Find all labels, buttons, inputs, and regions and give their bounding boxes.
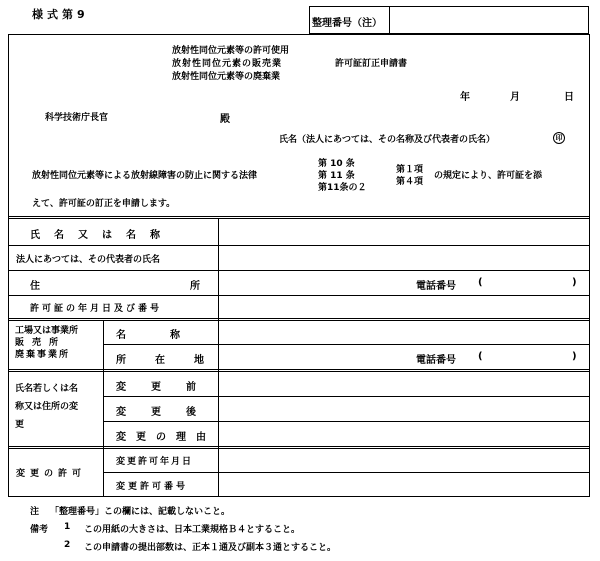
label-permit-change: 変更の許可 — [16, 469, 87, 479]
date-month: 月 — [510, 92, 520, 103]
title-line-1: 放射性同位元素等の許可使用 — [172, 46, 290, 56]
applicant-label: 氏名（法人にあつては、その名称及び代表者の氏名） — [279, 135, 496, 145]
article-1: 第 10 条 — [318, 159, 355, 169]
addressee-honorific: 殿 — [220, 114, 230, 125]
label-before: 変更前 — [116, 382, 221, 393]
title-line-2: 放射性同位元素の販売業 — [172, 59, 283, 69]
label-address: 住所 — [30, 281, 350, 292]
input-facility-name[interactable] — [222, 322, 587, 342]
label-permit-change-date: 変更許可年月日 — [116, 457, 194, 467]
note-text: 「整理番号」この欄には、記載しないこと。 — [50, 507, 231, 517]
label-facility-location: 所在地 — [116, 355, 233, 366]
input-permit-date-no[interactable] — [222, 298, 587, 316]
note-2-text: この申請書の提出部数は、正本１通及び副本３通とすること。 — [84, 543, 337, 553]
addressee-name: 科学技術庁長官 — [45, 113, 109, 123]
change-line-2: 称又は住所の変 — [15, 402, 79, 412]
body-line-2: えて、許可証の訂正を申請します。 — [32, 199, 176, 209]
date-year: 年 — [460, 92, 470, 103]
phone-paren-open-1: ( — [478, 277, 483, 288]
label-name-text: 氏名又は名称 — [30, 230, 174, 241]
label-name — [30, 226, 205, 241]
note-1-number: 1 — [64, 522, 71, 532]
biko-label: 備考 — [30, 525, 49, 535]
form-number: 様式第9 — [32, 8, 89, 21]
article-2: 第 11 条 — [318, 171, 355, 181]
phone-label-2: 電話番号 — [416, 355, 456, 366]
input-facility-location[interactable] — [222, 347, 412, 367]
note-prefix: 注 — [30, 507, 40, 517]
label-facility-name: 名称 — [116, 330, 224, 341]
change-line-3: 更 — [15, 420, 25, 430]
change-line-1: 氏名若しくは名 — [15, 384, 79, 394]
paragraph-2: 第４項 — [396, 177, 424, 187]
input-rep[interactable] — [222, 248, 587, 268]
phone-paren-close-2: ) — [572, 351, 577, 362]
body-post: の規定により、許可証を添 — [434, 171, 543, 181]
phone-label-1: 電話番号 — [416, 281, 456, 292]
facility-line-2: 販売所 — [15, 338, 67, 348]
input-before[interactable] — [222, 373, 587, 393]
note-1-text: この用紙の大きさは、日本工業規格Ｂ４とすること。 — [84, 525, 301, 535]
label-permit-date-no: 許可証の年月日及び番号 — [30, 304, 163, 314]
facility-line-1: 工場又は事業所 — [15, 326, 79, 336]
input-address[interactable] — [222, 273, 412, 293]
input-reason[interactable] — [222, 424, 587, 444]
facility-line-3: 廃棄事業所 — [15, 350, 71, 360]
label-permit-change-no: 変更許可番号 — [116, 482, 189, 492]
label-after: 変更後 — [116, 407, 221, 418]
label-reason: 変更の理由 — [116, 432, 216, 443]
label-rep: 法人にあつては、その代表者の氏名 — [16, 255, 161, 265]
body-pre: 放射性同位元素等による放射線障害の防止に関する法律 — [32, 171, 258, 181]
paragraph-1: 第１項 — [396, 165, 424, 175]
phone-paren-open-2: ( — [478, 351, 483, 362]
input-name[interactable] — [222, 222, 587, 242]
phone-paren-close-1: ) — [572, 277, 577, 288]
title-suffix: 許可証訂正申請書 — [335, 59, 408, 69]
input-permit-change-no[interactable] — [222, 475, 587, 495]
input-after[interactable] — [222, 399, 587, 419]
seiri-label: 整理番号（注） — [312, 18, 382, 29]
note-2-number: 2 — [64, 540, 71, 550]
date-day: 日 — [564, 92, 574, 103]
article-3: 第11条の２ — [318, 183, 367, 193]
input-permit-change-date[interactable] — [222, 450, 587, 470]
seal-mark: 印 — [553, 132, 565, 144]
title-line-3: 放射性同位元素等の廃棄業 — [172, 72, 281, 82]
